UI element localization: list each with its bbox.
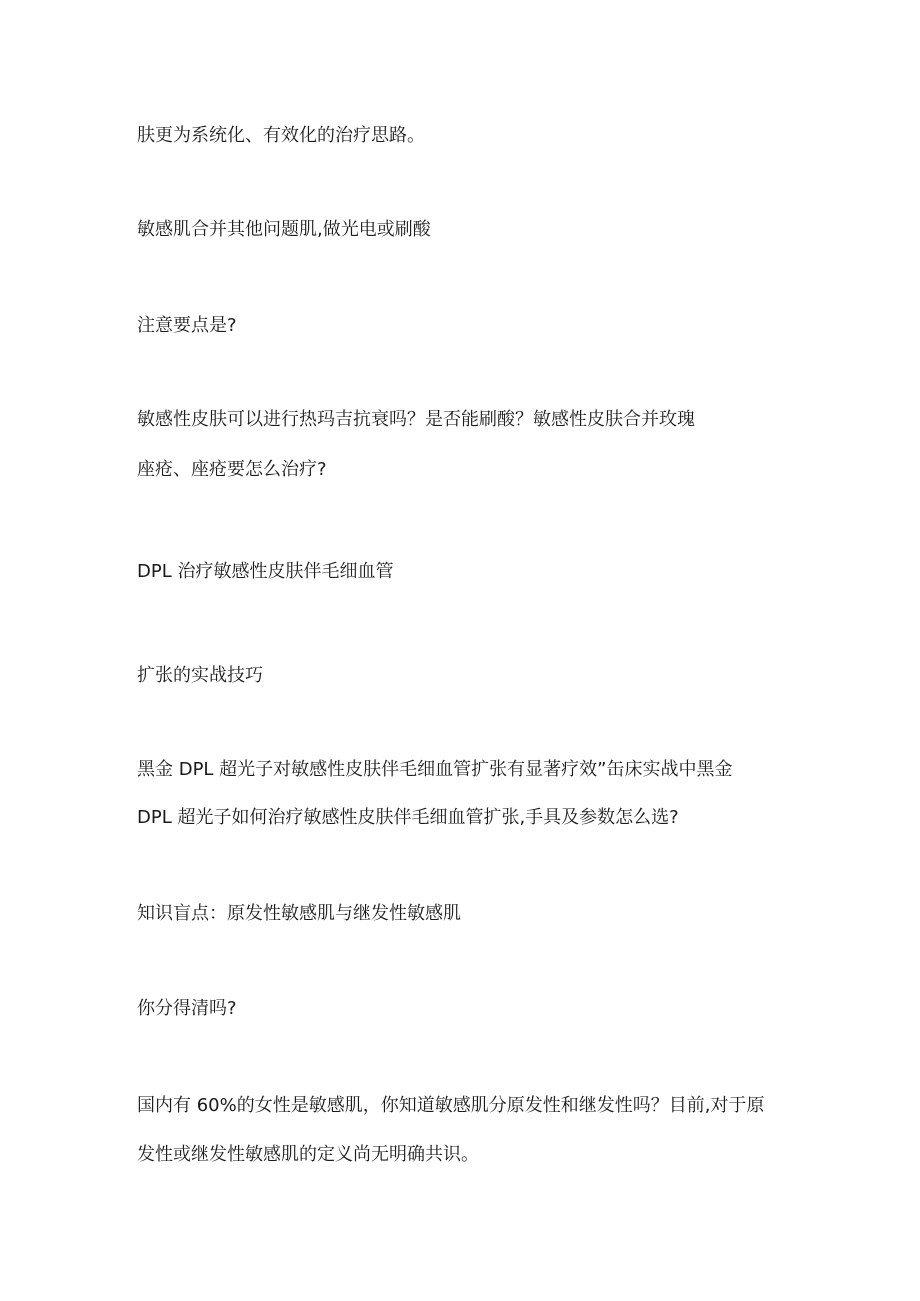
paragraph-line: 注意要点是? — [137, 315, 237, 336]
paragraph-line: 肤更为系统化、有效化的治疗思路。 — [137, 125, 425, 146]
section-heading: 扩张的实战技巧 — [137, 665, 263, 686]
paragraph-line: 黑金 DPL 超光子对敏感性皮肤伴毛细血管扩张有显著疗效”缶床实战中黑金 — [137, 759, 733, 780]
paragraph-line: DPL 超光子如何治疗敏感性皮肤伴毛细血管扩张,手具及参数怎么选? — [137, 807, 679, 828]
paragraph-line: 发性或继发性敏感肌的定义尚无明确共识。 — [137, 1144, 479, 1165]
paragraph-line: 座疮、座疮要怎么治疗? — [137, 459, 327, 480]
paragraph-line: 国内有 60%的女性是敏感肌，你知道敏感肌分原发性和继发性吗？目前,对于原 — [137, 1095, 765, 1116]
paragraph-line: 敏感性皮肤可以进行热玛吉抗衰吗？是否能刷酸？敏感性皮肤合并玫瑰 — [137, 409, 695, 430]
paragraph-line: 敏感肌合并其他问题肌,做光电或刷酸 — [137, 219, 431, 240]
section-heading: 知识盲点：原发性敏感肌与继发性敏感肌 — [137, 903, 461, 924]
section-heading: DPL 治疗敏感性皮肤伴毛细血管 — [137, 561, 394, 582]
section-heading: 你分得清吗? — [137, 998, 237, 1019]
